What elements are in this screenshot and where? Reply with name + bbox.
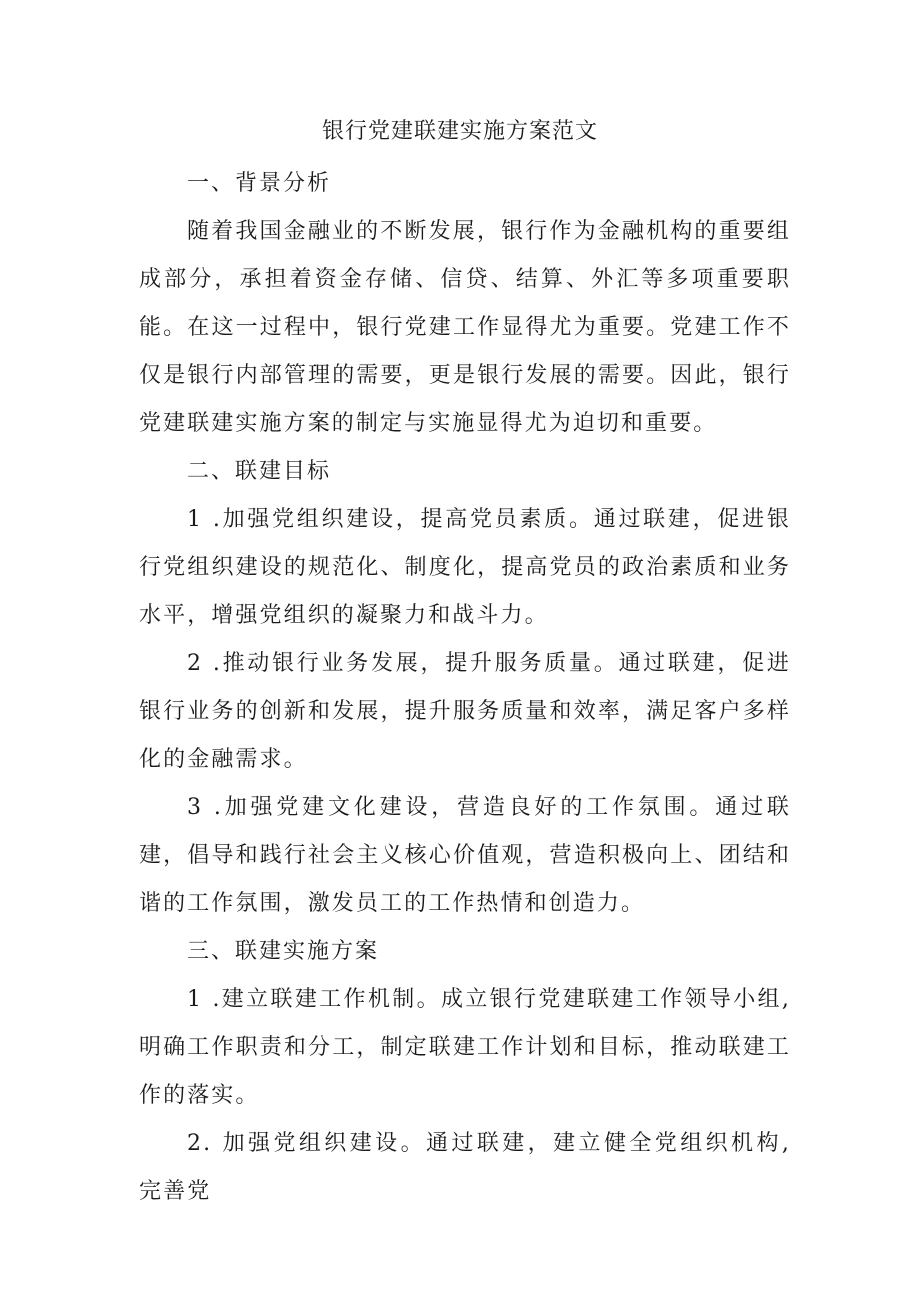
paragraph-background: 随着我国金融业的不断发展，银行作为金融机构的重要组成部分，承担着资金存储、信贷、结算、外汇等多项重要职能。在这一过程中，银行党建工作显得尤为重要。党建工作不仅是银行内部管理的需要，更是银行发展的需要。因此，银行党建联建实施方案的制定与实施显得尤为迫切和重要。 <box>139 219 791 436</box>
document-body <box>139 160 791 1216</box>
paragraph-implementation-1: 1 .建立联建工作机制。成立银行党建联建工作领导小组,明确工作职责和分工，制定联建工作计划和目标，推动联建工作的落实。 <box>139 987 791 1108</box>
paragraph-goal-1: 1 .加强党组织建设，提高党员素质。通过联建，促进银行党组织建设的规范化、制度化，提高党员的政治素质和业务水平，增强党组织的凝聚力和战斗力。 <box>139 507 791 628</box>
paragraph-goal-2: 2 .推动银行业务发展，提升服务质量。通过联建，促进银行业务的创新和发展，提升服务质量和效率，满足客户多样化的金融需求。 <box>139 651 791 772</box>
section-heading-goals: 二、联建目标 <box>187 459 332 484</box>
section-heading-background: 一、背景分析 <box>187 171 332 196</box>
section-heading-implementation: 三、联建实施方案 <box>187 939 380 964</box>
document-title: 银行党建联建实施方案范文 <box>321 119 598 144</box>
paragraph-implementation-2: 2. 加强党组织建设。通过联建，建立健全党组织机构, 完善党 <box>139 1131 791 1204</box>
paragraph-goal-3: 3 .加强党建文化建设，营造良好的工作氛围。通过联建，倡导和践行社会主义核心价值观，营造积极向上、团结和谐的工作氛围，激发员工的工作热情和创造力。 <box>139 795 791 916</box>
